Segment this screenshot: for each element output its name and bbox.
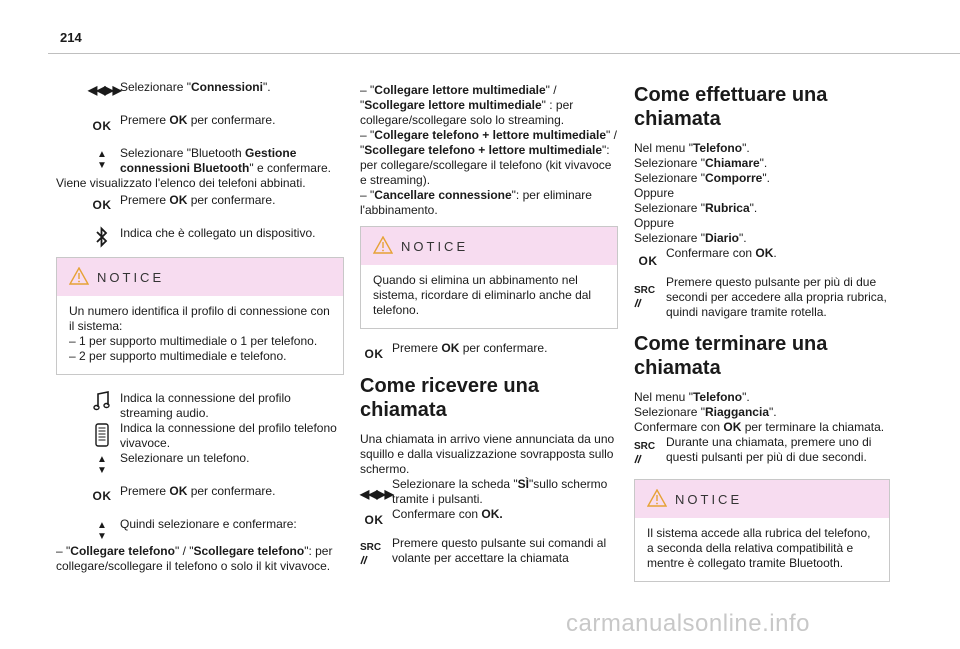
phone-icon (88, 423, 116, 451)
steering-src-icon: SRC (634, 439, 662, 469)
notice-body: Un numero identifica il profilo di connessione con il sistema: – 1 per supporto multimediale o 1 per telefono. – 2 per supporto multimediale e telefono. (69, 304, 330, 363)
step-text: Selezionare "Connessioni". (120, 80, 271, 94)
step-accept-call: SRC Premere questo pulsante sui comandi al volante per accettare la chiamata (360, 536, 618, 566)
step-select-confirm: ▲ ▼ Quindi selezionare e confermare: (88, 517, 344, 532)
paired-phones-text: Viene visualizzato l'elenco dei telefoni abbinati. (56, 176, 306, 190)
step-ok-1: OK Premere OK per confermare. (88, 113, 344, 128)
menu-line: Oppure (634, 186, 675, 200)
step-bluetooth: ▲ ▼ Selezionare "Bluetooth Gestione connessioni Bluetooth" e confermare. (88, 146, 344, 176)
menu-line: Nel menu "Telefono". (634, 390, 750, 404)
arrows-left-right-icon: ◀◀▶▶ (360, 487, 393, 501)
header-rule (48, 53, 960, 54)
step-handsfree: Indica la connessione del profilo telefono vivavoce. (88, 421, 344, 451)
menu-line: Selezionare "Riaggancia". (634, 405, 777, 419)
notice-box-1 (56, 257, 344, 375)
page-number: 214 (60, 30, 82, 45)
step-ok-3: OK Premere OK per confermare. (88, 484, 344, 499)
column-3 (634, 83, 894, 594)
step-bluetooth-device: Indica che è collegato un dispositivo. (88, 226, 344, 241)
step-streaming: Indica la connessione del profilo streaming audio. (88, 391, 344, 421)
ok-icon: OK (92, 489, 112, 503)
music-note-icon (88, 391, 116, 415)
heading-end-call: Come terminare una chiamata (634, 333, 828, 379)
option-media-player: – "Collegare lettore multimediale" / "Scollegare lettore multimediale" : per collegare/scollegare solo lo streaming. (360, 83, 574, 127)
step-select-phone: ▲ ▼ Selezionare un telefono. (88, 451, 344, 466)
warning-icon (69, 267, 89, 289)
column-1 (56, 80, 344, 574)
notice-box-2 (360, 226, 618, 329)
notice-box-3 (634, 479, 890, 582)
ok-icon: OK (92, 119, 112, 133)
column-2 (360, 83, 618, 578)
step-hang-up-buttons: SRC Durante una chiamata, premere uno di questi pulsanti per più di due secondi. (634, 435, 894, 465)
arrows-up-down-icon: ▲ ▼ (97, 454, 107, 476)
menu-line: Selezionare "Rubrica". (634, 201, 758, 215)
ok-icon: OK (92, 198, 112, 212)
notice-body: Il sistema accede alla rubrica del telefono, a seconda della relativa compatibilità e mentre è collegato tramite Bluetooth. (647, 526, 871, 570)
steering-src-icon: SRC (360, 540, 388, 570)
heading-make-call: Come effettuare una chiamata (634, 84, 828, 130)
option-phone-media: – "Collegare telefono + lettore multimediale" / "Scollegare telefono + lettore multimediale": per collegare/scollegare il telefono (kit vivavoce e streaming). (360, 128, 617, 187)
menu-line: Selezionare "Comporre". (634, 171, 770, 185)
menu-line: Selezionare "Chiamare". (634, 156, 768, 170)
arrows-left-right-icon: ◀◀▶▶ (88, 83, 121, 97)
option-delete-connection: – "Cancellare connessione": per eliminare l'abbinamento. (360, 188, 592, 217)
connect-phone-option: – "Collegare telefono" / "Scollegare telefono": per collegare/scollegare il telefono o solo il kit vivavoce. (56, 544, 333, 573)
step-confirm-ok: OK Confermare con OK. (360, 507, 618, 522)
notice-title: NOTICE (401, 238, 469, 254)
step-select-yes: ◀◀▶▶ Selezionare la scheda "SÌ"sullo schermo tramite i pulsanti. (360, 477, 608, 506)
menu-line: Confermare con OK per terminare la chiamata. (634, 420, 885, 434)
bluetooth-icon (88, 226, 116, 252)
menu-line: Nel menu "Telefono". (634, 141, 750, 155)
arrows-up-down-icon: ▲ ▼ (97, 149, 107, 171)
ok-icon: OK (364, 513, 384, 527)
notice-title: NOTICE (675, 491, 743, 507)
menu-line: Oppure (634, 216, 675, 230)
menu-line: Selezionare "Diario". (634, 231, 747, 245)
step-connessioni (88, 80, 344, 95)
notice-title: NOTICE (97, 269, 165, 285)
watermark: carmanualsonline.info (566, 610, 810, 637)
notice-body: Quando si elimina un abbinamento nel sistema, ricordare di eliminarlo anche dal telefono. (373, 273, 592, 317)
step-ok-2: OK Premere OK per confermare. (88, 193, 344, 208)
warning-icon (373, 236, 393, 258)
arrows-up-down-icon: ▲ ▼ (97, 520, 107, 542)
heading-receive-call: Come ricevere una chiamata (360, 375, 539, 421)
warning-icon (647, 489, 667, 511)
steering-src-icon: SRC (634, 283, 662, 309)
step-open-contacts: SRC Premere questo pulsante per più di due secondi per accedere alla propria rubrica, quindi navigare tramite rotella. (634, 275, 887, 319)
ok-icon: OK (638, 254, 658, 268)
incoming-call-intro: Una chiamata in arrivo viene annunciata da uno squillo e dalla visualizzazione sovrapposta sullo schermo. (360, 432, 615, 476)
ok-icon: OK (364, 347, 384, 361)
step-confirm-ok: OK Confermare con OK. (634, 246, 894, 261)
step-ok-4: OK Premere OK per confermare. (360, 341, 618, 356)
